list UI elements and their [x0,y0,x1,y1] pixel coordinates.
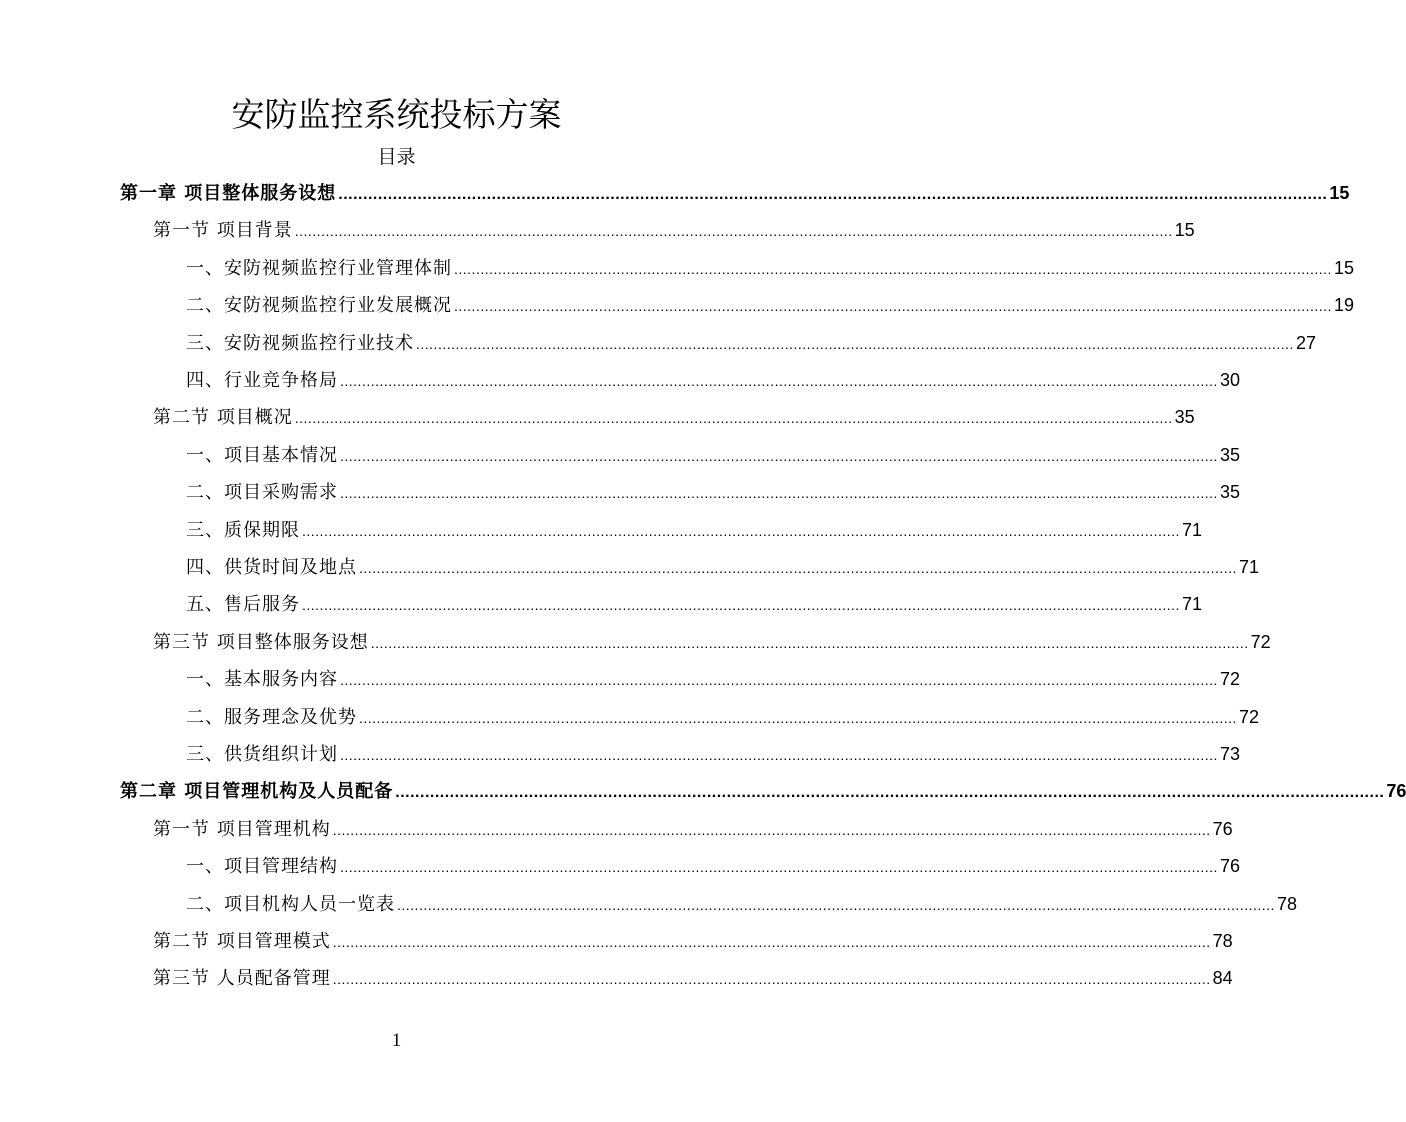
toc-entry-label: 二、项目机构人员一览表 [186,893,395,915]
toc-entry[interactable] [153,811,1233,848]
toc-entry-page: 72 [1238,706,1259,727]
toc-entry-page: 27 [1295,332,1316,353]
toc-entry-page: 78 [1212,931,1233,951]
toc-entry-page: 19 [1333,295,1354,316]
toc-entry[interactable] [186,736,1240,773]
dot-leader: ........................................................................................................................................................................................................ [340,373,1218,389]
toc-entry-label: 一、项目基本情况 [186,444,338,466]
dot-leader: ........................................................................................................................................................................................................ [294,410,1173,427]
toc-entry-label: 第一章 项目整体服务设想 [120,183,337,204]
toc-entry[interactable] [186,474,1240,511]
toc-entry-page: 76 [1219,856,1240,877]
toc-entry-label: 二、项目采购需求 [186,482,338,504]
toc-entry[interactable] [186,437,1240,474]
toc-entry-page: 15 [1174,220,1195,241]
toc-entry-label: 三、供货组织计划 [186,744,338,765]
dot-leader: ........................................................................................................................................................................................................ [454,298,1332,315]
toc-entry-page: 76 [1386,781,1406,802]
dot-leader: ........................................................................................................................................................................................................ [332,971,1211,988]
toc-entry[interactable] [186,512,1202,549]
toc-entry-page: 30 [1219,370,1240,390]
toc-entry-page: 71 [1238,557,1259,577]
toc-heading: 目录 [377,146,416,168]
toc-entry-label: 一、项目管理结构 [186,856,338,878]
toc-entry-page: 71 [1181,519,1202,540]
dot-leader: ........................................................................................................................................................................................................ [397,896,1275,913]
toc-entry[interactable] [186,886,1297,923]
toc-entry[interactable] [186,661,1240,698]
toc-entry[interactable] [153,923,1233,960]
toc-entry[interactable] [186,848,1240,885]
toc-entry-label: 二、服务理念及优势 [186,706,357,728]
toc-entry-page: 84 [1212,968,1233,989]
toc-entry-label: 第三节 人员配备管理 [153,968,331,990]
toc-entry-label: 第一节 项目背景 [153,220,293,242]
dot-leader: ........................................................................................................................................................................................................ [302,597,1180,614]
toc-entry-label: 第三节 项目整体服务设想 [153,631,369,653]
dot-leader: ........................................................................................................................................................................................................ [340,859,1218,876]
toc-entry-label: 四、供货时间及地点 [186,557,357,578]
toc-entry[interactable] [120,773,1406,810]
toc-entry-page: 15 [1333,257,1354,278]
toc-entry[interactable] [186,250,1354,287]
page-number: 1 [391,1030,402,1051]
toc-entry[interactable] [186,287,1354,324]
toc-entry-page: 78 [1276,893,1297,914]
toc-entry-page: 35 [1174,407,1195,428]
toc-entry[interactable] [186,586,1202,623]
toc-entry[interactable] [186,699,1259,736]
document-title: 安防监控系统投标方案 [231,95,562,134]
dot-leader: ........................................................................................................................................................................................................ [294,223,1173,240]
toc-entry-page: 15 [1329,183,1350,203]
toc-entry[interactable] [153,212,1195,249]
toc-entry-label: 第二节 项目管理模式 [153,931,331,952]
toc-entry[interactable] [153,624,1271,661]
toc-entry-page: 35 [1219,482,1240,503]
toc-entry-label: 二、安防视频监控行业发展概况 [186,295,452,317]
toc-entry[interactable] [153,960,1233,997]
dot-leader: ........................................................................................................................................................................................................ [395,784,1385,802]
toc-entry-page: 76 [1212,818,1233,839]
dot-leader: ........................................................................................................................................................................................................ [416,335,1294,352]
toc-entry-page: 35 [1219,444,1240,465]
dot-leader: ........................................................................................................................................................................................................ [370,634,1249,651]
toc-entry-label: 三、质保期限 [186,519,300,541]
toc-entry-page: 73 [1219,744,1240,764]
toc-entry-label: 四、行业竞争格局 [186,370,338,391]
dot-leader: ........................................................................................................................................................................................................ [332,821,1211,838]
toc-entry-page: 72 [1250,631,1271,652]
toc-entry-page: 72 [1219,669,1240,690]
toc-entry[interactable] [153,399,1195,436]
dot-leader: ........................................................................................................................................................................................................ [340,672,1218,689]
dot-leader: ........................................................................................................................................................................................................ [454,260,1332,277]
toc-entry-label: 五、售后服务 [186,594,300,616]
toc-entry-label: 一、安防视频监控行业管理体制 [186,257,452,279]
toc-entry-page: 71 [1181,594,1202,615]
toc-entry[interactable] [186,549,1259,586]
toc-entry-label: 第一节 项目管理机构 [153,818,331,840]
toc-entry[interactable] [186,325,1316,362]
dot-leader: ........................................................................................................................................................................................................ [340,447,1218,464]
dot-leader: ........................................................................................................................................................................................................ [340,747,1218,763]
dot-leader: ........................................................................................................................................................................................................ [340,485,1218,502]
toc-entry[interactable] [120,175,1350,212]
toc-entry-label: 三、安防视频监控行业技术 [186,332,414,354]
dot-leader: ........................................................................................................................................................................................................ [302,522,1180,539]
dot-leader: ........................................................................................................................................................................................................ [338,186,1328,203]
toc-entry-label: 第二章 项目管理机构及人员配备 [120,781,394,803]
toc-entry-label: 第二节 项目概况 [153,407,293,429]
dot-leader: ........................................................................................................................................................................................................ [359,709,1237,726]
toc-entry-label: 一、基本服务内容 [186,669,338,691]
toc-entry[interactable] [186,362,1240,399]
dot-leader: ........................................................................................................................................................................................................ [359,560,1237,576]
dot-leader: ........................................................................................................................................................................................................ [332,934,1211,950]
